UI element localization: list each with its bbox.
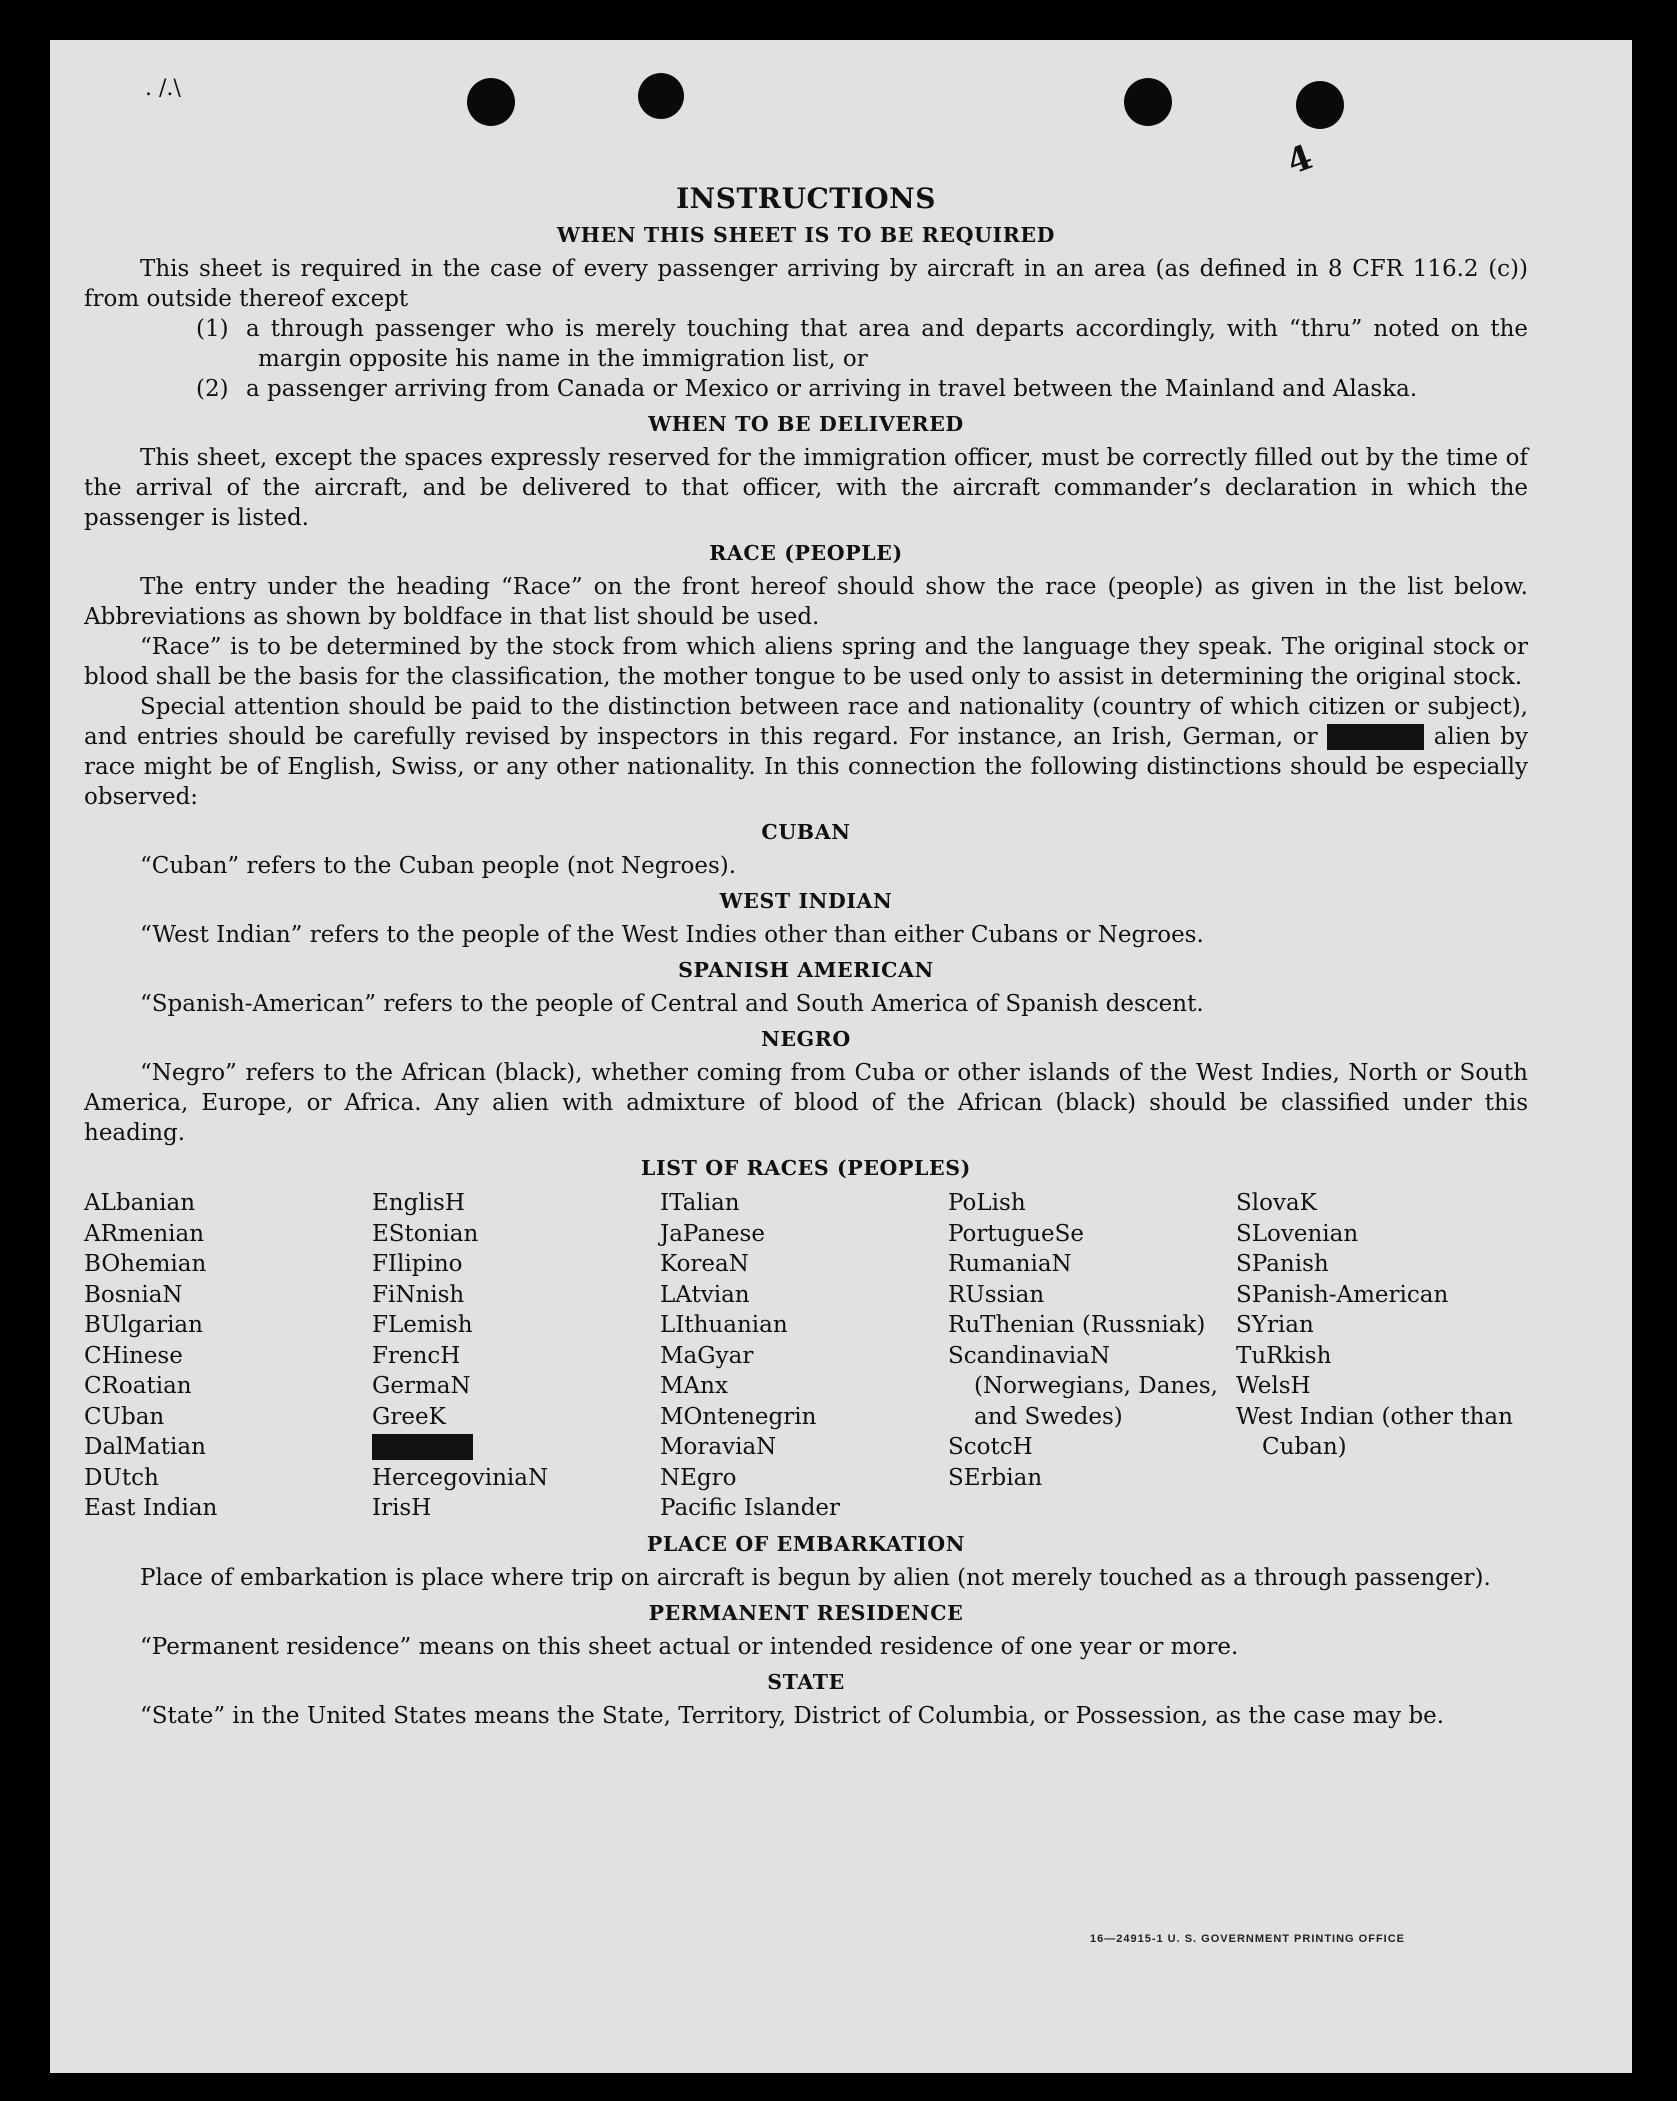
paragraph: “Cuban” refers to the Cuban people (not Negroes). (140, 853, 737, 879)
section-heading: WHEN THIS SHEET IS TO BE REQUIRED (557, 223, 1055, 247)
race-entry: CUban (84, 1403, 165, 1430)
race-entry: BUlgarian (84, 1312, 203, 1338)
section-heading: WHEN TO BE DELIVERED (648, 412, 964, 436)
race-entry: SYrian (1236, 1312, 1314, 1338)
race-entry: ITalian (660, 1190, 740, 1216)
section-heading: PLACE OF EMBARKATION (646, 1531, 966, 1556)
races-heading: LIST OF RACES (PEOPLES) (641, 1156, 971, 1180)
races-column (1236, 1188, 1524, 1524)
race-entry: IrisH (372, 1495, 432, 1521)
section-heading: NEGRO (761, 1027, 851, 1051)
race-entry: SPanish-American (1236, 1281, 1449, 1308)
corner-mark: 4 (1281, 137, 1318, 183)
races-column (372, 1188, 660, 1524)
document-sheet (50, 40, 1632, 2073)
race-entry: FLemish (372, 1312, 473, 1338)
race-entry: TuRkish (1236, 1342, 1332, 1369)
races-column (660, 1188, 948, 1524)
list-item (84, 374, 1528, 404)
race-entry: ScotcH (948, 1434, 1033, 1460)
race-entry: SErbian (948, 1464, 1043, 1491)
punch-hole (1296, 81, 1344, 129)
paragraph: Place of embarkation is place where trip on aircraft is begun by alien (not merely touched as a through passenger). (140, 1564, 1491, 1591)
section-heading: RACE (PEOPLE) (709, 541, 903, 565)
race-entry: DUtch (84, 1464, 159, 1491)
race-entry: RumaniaN (948, 1251, 1072, 1277)
race-entry: Pacific Islander (660, 1495, 841, 1521)
race-entry: FIlipino (372, 1251, 463, 1277)
sections (84, 223, 1528, 1148)
race-entry: HebreW (374, 1434, 471, 1460)
race-entry: CRoatian (84, 1373, 192, 1399)
race-entry: MoraviaN (660, 1434, 777, 1460)
tail-sections (84, 1532, 1528, 1731)
race-entry: NEgro (660, 1464, 737, 1491)
paragraph: “West Indian” refers to the people of the West Indies other than either Cubans or Negroes. (140, 922, 1204, 948)
race-entry: SlovaK (1236, 1190, 1317, 1216)
race-entry: KoreaN (660, 1251, 749, 1277)
header-mark: . /.\ (145, 76, 181, 101)
section-heading: STATE (767, 1669, 845, 1694)
races-list (84, 1188, 1528, 1524)
paragraph: “Negro” refers to the African (black), whether coming from Cuba or other islands of the West Indies, North or South America, Europe, or Africa. Any alien with admixture of blood of the African (black) should be classified under this heading. (84, 1060, 1528, 1146)
list-item (84, 314, 1528, 374)
race-entry: MOntenegrin (660, 1403, 817, 1430)
race-entry: DalMatian (84, 1434, 206, 1460)
paragraph: “Permanent residence” means on this sheet actual or intended residence of one year or more. (140, 1633, 1239, 1660)
race-entry: SPanish (1236, 1251, 1329, 1277)
race-entry: CHinese (84, 1342, 183, 1369)
race-entry: FrencH (372, 1342, 461, 1369)
race-entry: HercegoviniaN (372, 1464, 549, 1491)
race-entry: PoLish (948, 1190, 1026, 1216)
punch-hole (1124, 78, 1172, 126)
race-entry: LAtvian (660, 1281, 750, 1308)
race-entry: RuThenian (Russniak) (948, 1312, 1206, 1338)
race-entry: PortugueSe (948, 1220, 1084, 1247)
race-entry: MAnx (660, 1373, 728, 1399)
race-entry: RUssian (948, 1281, 1045, 1308)
race-entry: JaPanese (660, 1220, 765, 1247)
race-entry: East Indian (84, 1495, 218, 1521)
race-entry: ALbanian (84, 1190, 196, 1216)
paragraph: The entry under the heading “Race” on the front hereof should show the race (people) as given in the list below. Abbreviations as shown by boldface in that list should be used. (84, 574, 1528, 630)
section-heading: WEST INDIAN (719, 889, 893, 913)
race-entry: GreeK (372, 1403, 446, 1430)
race-entry: WelsH (1236, 1373, 1311, 1399)
special-text-post: alien by race might be of English, Swiss, or any other nationality. In this connection the following distinctions should be especially observed: (84, 724, 1528, 810)
race-entry: BosniaN (84, 1281, 183, 1308)
item-number: (1) (196, 316, 229, 342)
race-entry: BOhemian (84, 1251, 207, 1277)
paragraph: “Spanish-American” refers to the people of Central and South America of Spanish descent. (140, 991, 1204, 1017)
race-entry: West Indian (other than Cuban) (1236, 1403, 1513, 1460)
race-entry: EnglisH (372, 1190, 465, 1216)
item-text: a through passenger who is merely touching that area and departs accordingly, with “thru” noted on the margin opposite his name in the immigration list, or (246, 316, 1528, 372)
printer-footer: 16—24915-1 U. S. GOVERNMENT PRINTING OFFICE (1090, 1933, 1406, 1945)
race-entry: LIthuanian (660, 1312, 788, 1338)
paragraph: “State” in the United States means the State, Territory, District of Columbia, or Possession, as the case may be. (140, 1702, 1445, 1729)
section-heading: SPANISH AMERICAN (678, 958, 934, 982)
races-column (948, 1188, 1236, 1524)
redacted-word: Hebrew (1329, 724, 1423, 750)
special-text-pre: Special attention should be paid to the distinction between race and nationality (country of which citizen or subject), and entries should be carefully revised by inspectors in this regard. For instance, an Irish, German, or (84, 694, 1528, 750)
page-title: INSTRUCTIONS (676, 182, 936, 215)
race-entry: EStonian (372, 1220, 479, 1247)
item-text: a passenger arriving from Canada or Mexico or arriving in travel between the Mainland and Alaska. (246, 376, 1418, 402)
race-entry: MaGyar (660, 1342, 754, 1369)
instructions-body (84, 182, 1528, 1731)
section-heading: PERMANENT RESIDENCE (648, 1600, 964, 1625)
races-column (84, 1188, 372, 1524)
paragraph-special (84, 692, 1528, 812)
race-entry: ARmenian (84, 1220, 205, 1247)
punch-hole (467, 78, 515, 126)
race-entry: ScandinaviaN (Norwegians, Danes, and Swedes) (948, 1342, 1218, 1430)
item-number: (2) (196, 376, 229, 402)
race-entry: FiNnish (372, 1281, 465, 1308)
paragraph: This sheet, except the spaces expressly reserved for the immigration officer, must be correctly filled out by the time of the arrival of the aircraft, and be delivered to that officer, with the aircraft commander’s declaration in which the passenger is listed. (84, 445, 1528, 531)
section-heading: CUBAN (761, 820, 851, 844)
race-entry: SLovenian (1236, 1220, 1359, 1247)
race-entry: GermaN (372, 1373, 471, 1399)
paragraph: “Race” is to be determined by the stock from which aliens spring and the language they speak. The original stock or blood shall be the basis for the classification, the mother tongue to be used only to assist in determining the original stock. (84, 634, 1528, 690)
punch-hole (638, 73, 684, 119)
section-intro: This sheet is required in the case of every passenger arriving by aircraft in an area (as defined in 8 CFR 116.2 (c)) from outside thereof except (84, 256, 1528, 312)
